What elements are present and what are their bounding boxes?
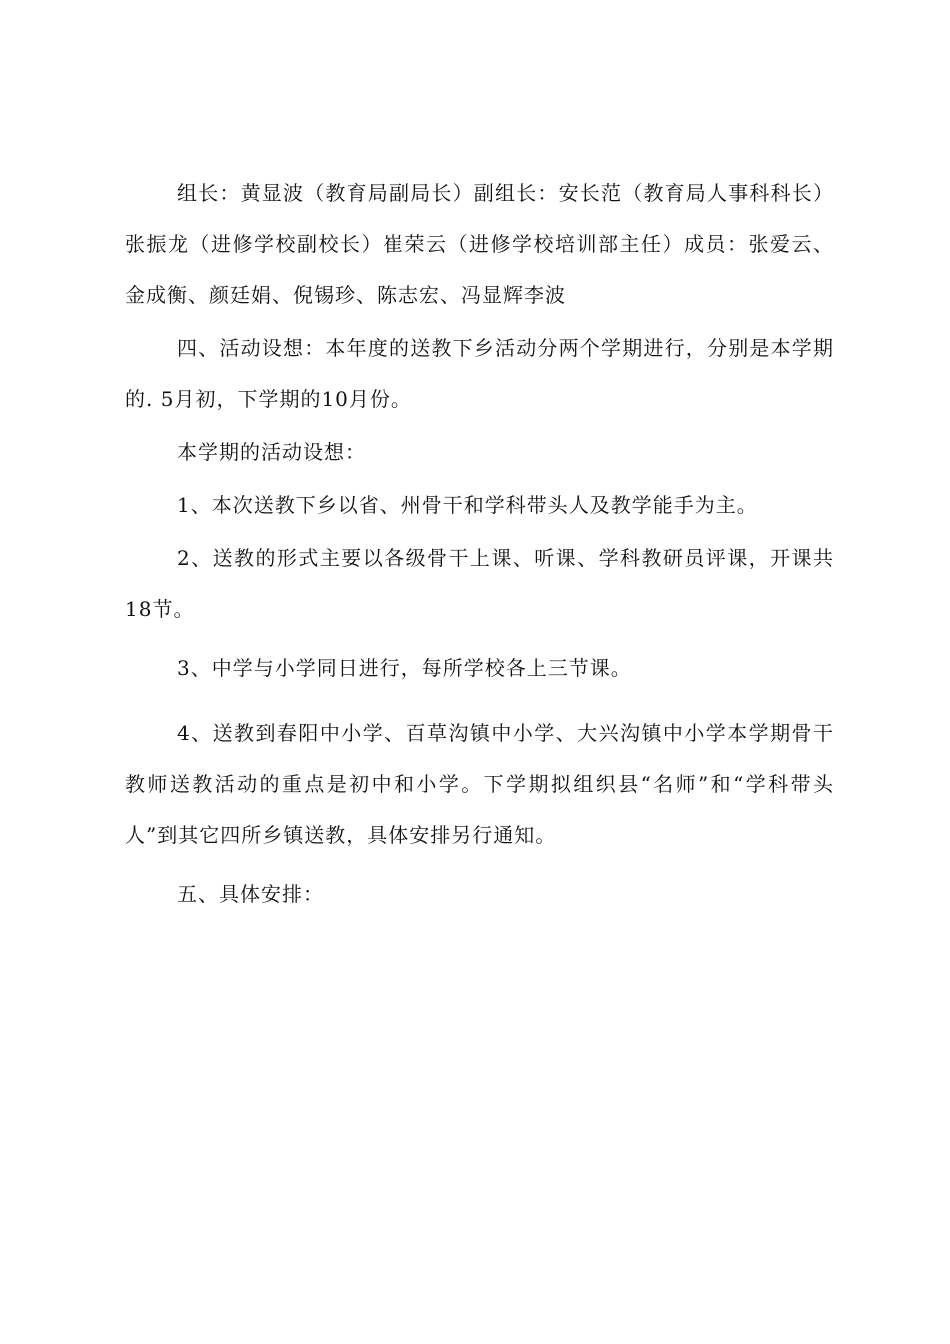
plan-item-1: 1、本次送教下乡以省、州骨干和学科带头人及教学能手为主。 (177, 493, 758, 517)
semester-plan-heading: 本学期的活动设想： (177, 440, 366, 464)
plan-item-2: 2、送教的形式主要以各级骨干上课、听课、学科教研员评课，开课共18节。 (125, 546, 834, 621)
activity-plan-paragraph: 四、活动设想：本年度的送教下乡活动分两个学期进行，分别是本学期的. 5月初，下学期的10月份。 (125, 336, 834, 411)
leadership-group-paragraph: 组长：黄显波（教育局副局长）副组长：安长范（教育局人事科科长）张振龙（进修学校副校长）崔荣云（进修学校培训部主任）成员：张爱云、金成衡、颜廷娟、倪锡珍、陈志宏、冯显辉李波 (125, 181, 834, 307)
plan-item-4: 4、送教到春阳中小学、百草沟镇中小学、大兴沟镇中小学本学期骨干教师送教活动的重点是初中和小学。下学期拟组织县“名师”和“学科带头人”到其它四所乡镇送教，具体安排另行通知。 (125, 721, 834, 847)
plan-item-3: 3、中学与小学同日进行，每所学校各上三节课。 (177, 656, 632, 680)
specific-arrangement-heading: 五、具体安排： (177, 882, 324, 906)
